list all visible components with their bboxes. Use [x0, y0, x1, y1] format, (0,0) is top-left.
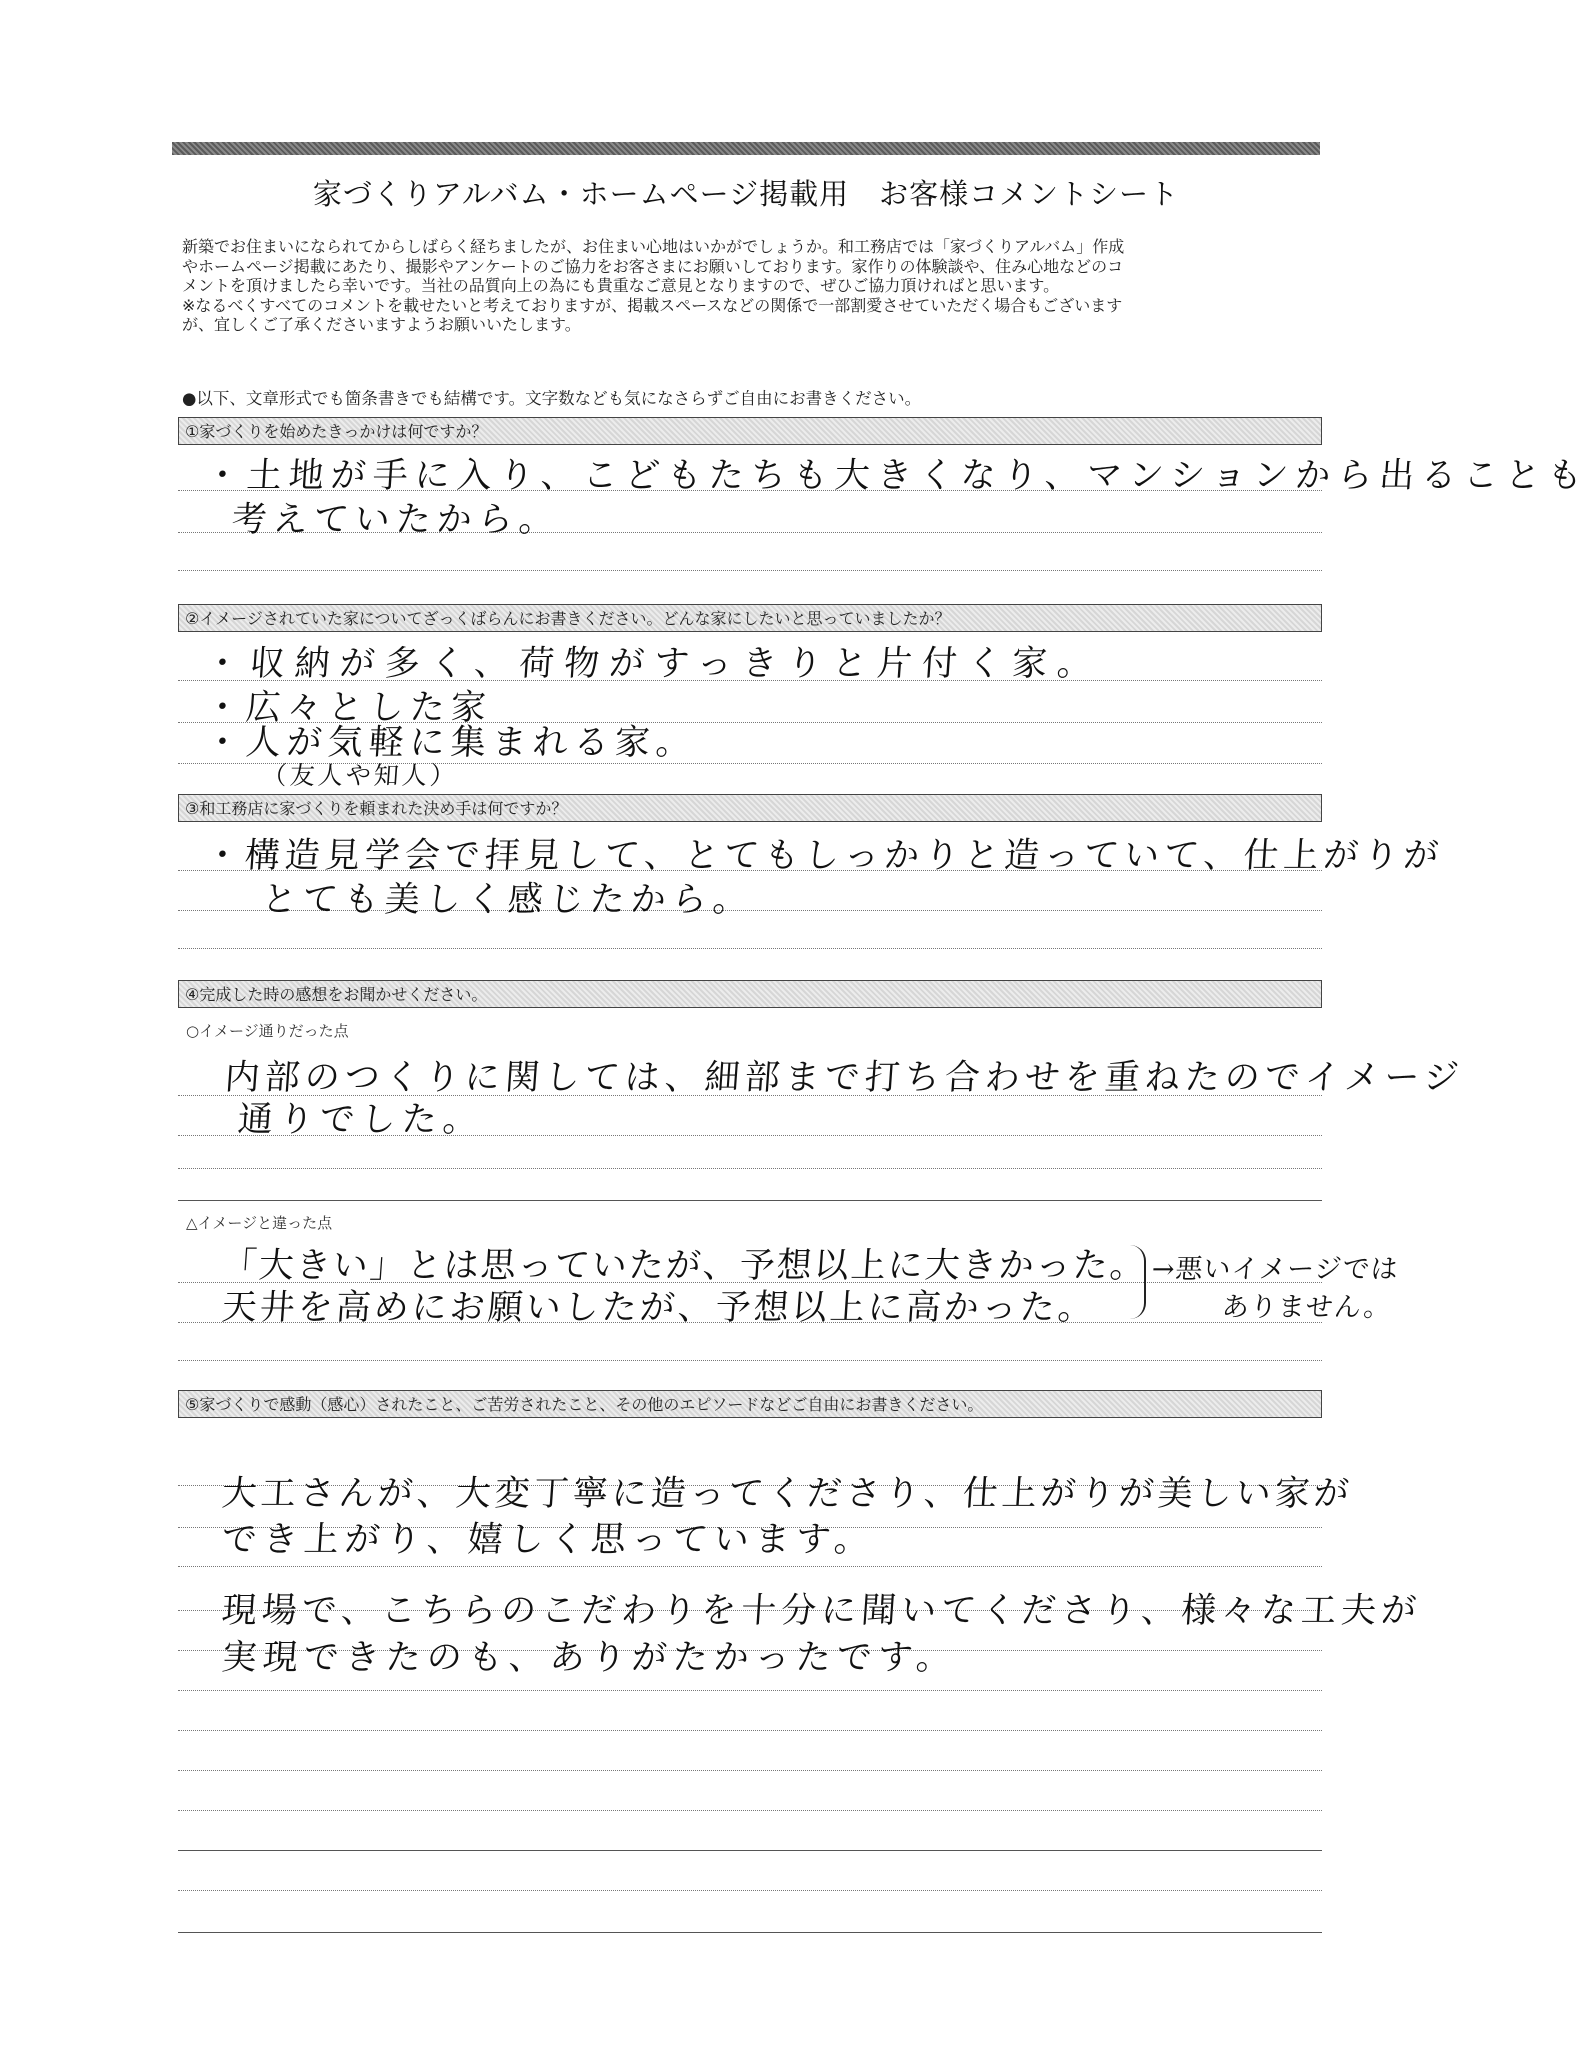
answer-line — [178, 1850, 1322, 1851]
header-bar — [172, 142, 1320, 155]
section-divider — [178, 1200, 1322, 1201]
handwritten-answer: ・構造見学会で拝見して、とてもしっかりと造っていて、仕上がりが — [203, 836, 1445, 876]
answer-line — [178, 1168, 1322, 1169]
handwritten-answer: （友人や知人） — [260, 761, 459, 790]
handwritten-answer: ・収納が多く、荷物がすっきりと片付く家。 — [203, 644, 1104, 684]
handwritten-answer: ・土地が手に入り、こどもたちも大きくなり、マンションから出ることも — [203, 456, 1591, 496]
answer-line — [178, 1730, 1322, 1731]
answer-line — [178, 948, 1322, 949]
answer-line — [178, 1360, 1322, 1361]
handwritten-answer: ・人が気軽に集まれる家。 — [203, 723, 699, 763]
question-3-header: ③和工務店に家づくりを頼まれた決め手は何ですか？ — [178, 794, 1322, 822]
answer-line — [178, 1690, 1322, 1691]
intro-line: ※なるべくすべてのコメントを載せたいと考えておりますが、掲載スペースなどの関係で一部割愛させていただく場合もございます — [182, 295, 1123, 315]
handwritten-note: →悪いイメージでは — [1150, 1254, 1400, 1285]
handwritten-answer: 「大きい」とは思っていたが、予想以上に大きかった。 — [220, 1246, 1149, 1286]
handwritten-answer: 通りでした。 — [236, 1100, 486, 1140]
answer-line — [178, 1770, 1322, 1771]
answer-line — [178, 1566, 1322, 1567]
handwritten-answer: でき上がり、嬉しく思っています。 — [220, 1520, 877, 1560]
page-title: 家づくりアルバム・ホームページ掲載用 お客様コメントシート — [312, 177, 1180, 211]
handwritten-answer: 実現できたのも、ありがたかったです。 — [220, 1638, 959, 1678]
handwritten-answer: とても美しく感じたから。 — [260, 880, 756, 920]
intro-line: やホームページ掲載にあたり、撮影やアンケートのご協力をお客さまにお願いしております。家作りの体験談や、住み心地などのコ — [182, 256, 1124, 276]
handwritten-answer: 考えていたから。 — [230, 500, 562, 540]
answer-line — [178, 570, 1322, 571]
intro-text — [182, 237, 1322, 335]
handwritten-note: ありません。 — [1220, 1292, 1393, 1323]
intro-line: メントを頂けましたら幸いです。当社の品質向上の為にも貴重なご意見となりますので、ぜひご協力頂ければと思います。 — [182, 276, 1060, 295]
intro-line: 新築でお住まいになられてからしばらく経ちましたが、お住まい心地はいかがでしょうか。和工務店では「家づくりアルバム」作成 — [182, 237, 1125, 256]
question-1-header: ①家づくりを始めたきっかけは何ですか？ — [178, 417, 1322, 445]
handwritten-answer: 現場で、こちらのこだわりを十分に聞いてくださり、様々な工夫が — [220, 1591, 1423, 1631]
question-2-header: ②イメージされていた家についてざっくばらんにお書きください。どんな家にしたいと思っていましたか？ — [178, 604, 1322, 632]
good-points-label: ○イメージ通りだった点 — [186, 1022, 349, 1040]
question-5-header: ⑤家づくりで感動（感心）されたこと、ご苦労されたこと、その他のエピソードなどご自由にお書きください。 — [178, 1390, 1322, 1418]
bracket-mark — [1130, 1245, 1146, 1319]
answer-line — [178, 1932, 1322, 1933]
handwritten-answer: ・広々とした家 — [203, 688, 494, 728]
handwritten-answer: 天井を高めにお願いしたが、予想以上に高かった。 — [220, 1288, 1098, 1328]
handwritten-answer: 内部のつくりに関しては、細部まで打ち合わせを重ねたのでイメージ — [223, 1058, 1466, 1098]
answer-line — [178, 1810, 1322, 1811]
question-4-header: ④完成した時の感想をお聞かせください。 — [178, 980, 1322, 1008]
intro-line: が、宜しくご了承くださいますようお願いいたします。 — [182, 315, 581, 334]
answer-line — [178, 1890, 1322, 1891]
handwritten-answer: 大工さんが、大変丁寧に造ってくださり、仕上がりが美しい家が — [220, 1474, 1355, 1514]
instruction-text: ●以下、文章形式でも箇条書きでも結構です。文字数なども気になさらずご自由にお書きください。 — [182, 389, 922, 408]
different-points-label: △イメージと違った点 — [186, 1214, 333, 1232]
